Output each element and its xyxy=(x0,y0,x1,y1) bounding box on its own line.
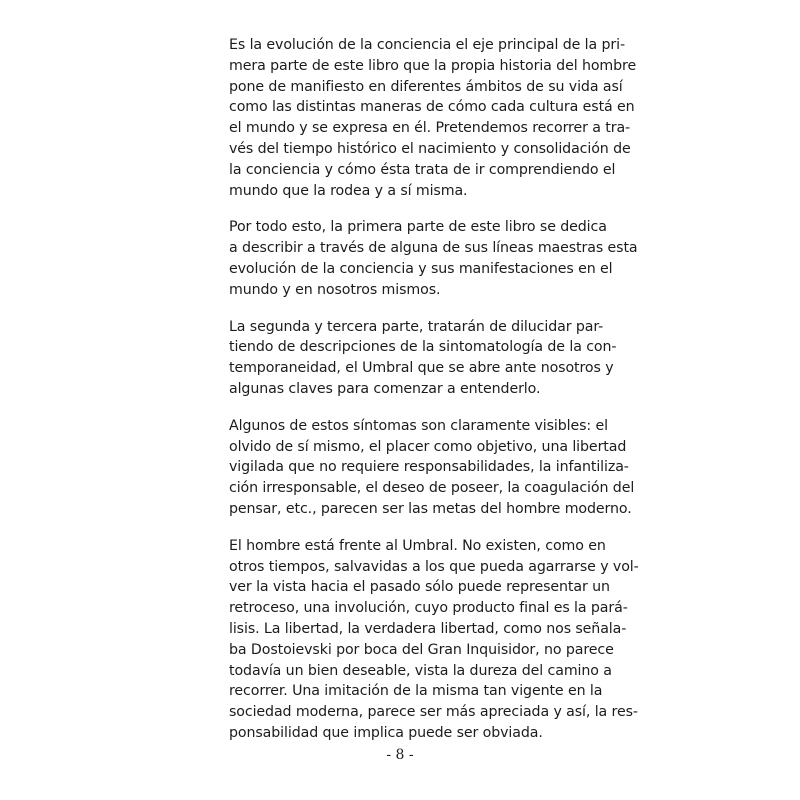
paragraph-1 xyxy=(229,35,637,201)
text-line: vigilada que no requiere responsabilidades, la infantiliza- xyxy=(229,459,629,476)
text-line: la conciencia y cómo ésta trata de ir comprendiendo el xyxy=(229,161,616,178)
text-line: el mundo y se expresa en él. Pretendemos recorrer a tra- xyxy=(229,120,631,137)
text-line: evolución de la conciencia y sus manifestaciones en el xyxy=(229,260,613,277)
text-line: ponsabilidad que implica puede ser obviada. xyxy=(229,724,543,741)
text-line: olvido de sí mismo, el placer como objetivo, una libertad xyxy=(229,438,627,455)
text-line: vés del tiempo histórico el nacimiento y consolidación de xyxy=(229,140,631,157)
text-line: ción irresponsable, el deseo de poseer, la coagulación del xyxy=(229,480,635,497)
text-line: ver la vista hacia el pasado sólo puede representar un xyxy=(229,579,610,596)
text-line: como las distintas maneras de cómo cada cultura está en xyxy=(229,99,635,116)
text-line: mundo que la rodea y a sí misma. xyxy=(229,182,468,199)
text-line: Algunos de estos síntomas son claramente visibles: el xyxy=(229,417,608,434)
text-line: pensar, etc., parecen ser las metas del hombre moderno. xyxy=(229,500,632,517)
text-line: ba Dostoievski por boca del Gran Inquisidor, no parece xyxy=(229,641,614,658)
text-line: tiendo de descripciones de la sintomatología de la con- xyxy=(229,339,617,356)
text-line: lisis. La libertad, la verdadera libertad, como nos señala- xyxy=(229,620,627,637)
paragraph-2 xyxy=(229,217,638,300)
text-line: mundo y en nosotros mismos. xyxy=(229,281,441,298)
text-line: algunas claves para comenzar a entenderlo. xyxy=(229,380,541,397)
text-line: temporaneidad, el Umbral que se abre ante nosotros y xyxy=(229,360,614,377)
text-line: Es la evolución de la conciencia el eje principal de la pri- xyxy=(229,37,625,53)
text-line: Por todo esto, la primera parte de este libro se dedica xyxy=(229,219,607,236)
text-line: La segunda y tercera parte, tratarán de dilucidar par- xyxy=(229,318,604,335)
text-line: a describir a través de alguna de sus líneas maestras esta xyxy=(229,240,638,257)
text-line: otros tiempos, salvavidas a los que pueda agarrarse y vol- xyxy=(229,558,639,575)
paragraph-5 xyxy=(229,536,639,744)
text-line: mera parte de este libro que la propia historia del hombre xyxy=(229,57,637,74)
paragraph-4 xyxy=(229,416,635,520)
paragraph-3 xyxy=(229,317,617,400)
text-line: todavía un bien deseable, vista la dureza del camino a xyxy=(229,662,612,679)
body-text xyxy=(229,35,639,760)
page-number: - 8 - xyxy=(386,747,414,763)
text-line: recorrer. Una imitación de la misma tan vigente en la xyxy=(229,683,603,700)
text-line: sociedad moderna, parece ser más apreciada y así, la res- xyxy=(229,704,638,721)
text-line: retroceso, una involución, cuyo producto final es la pará- xyxy=(229,600,628,617)
text-line: El hombre está frente al Umbral. No existen, como en xyxy=(229,537,606,554)
text-line: pone de manifiesto en diferentes ámbitos de su vida así xyxy=(229,78,623,95)
